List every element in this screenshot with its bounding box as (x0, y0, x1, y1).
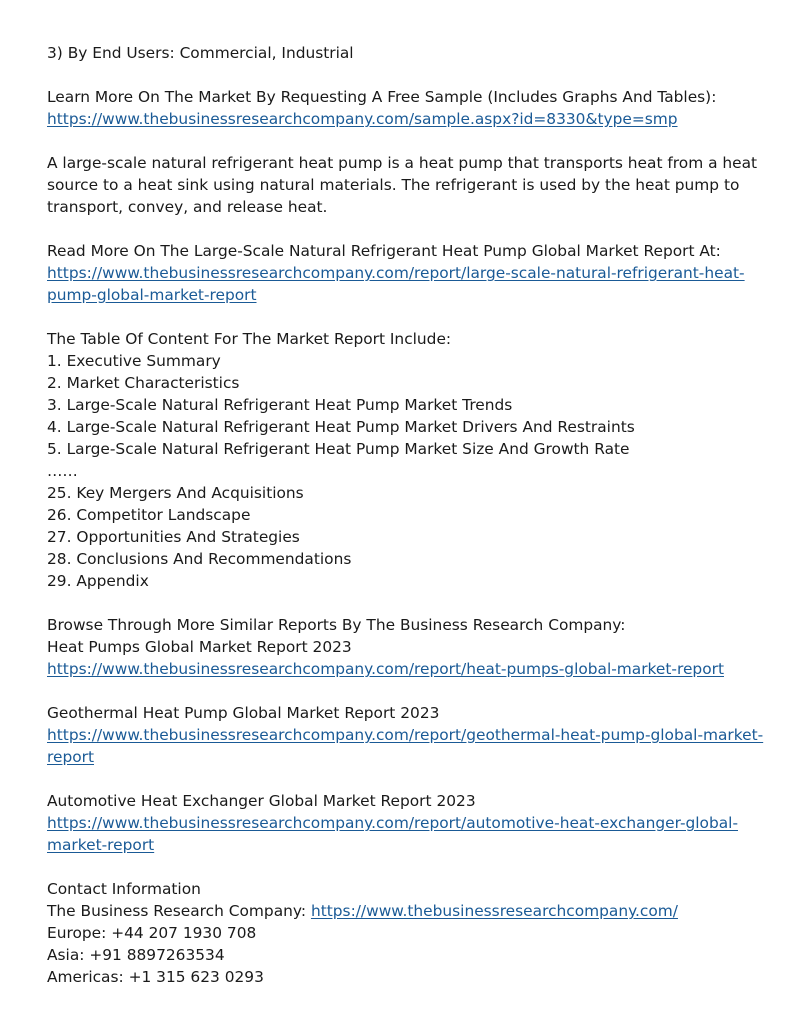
contact-heading: Contact Information (47, 880, 201, 898)
contact-asia-phone: Asia: +91 8897263534 (47, 946, 225, 964)
similar-report-link-line (47, 812, 747, 834)
document-page (47, 42, 764, 988)
toc-ellipsis: …… (47, 462, 78, 480)
similar-report-link-line (47, 658, 747, 680)
similar-report-title: Automotive Heat Exchanger Global Market Report 2023 (47, 792, 476, 810)
toc-item: 25. Key Mergers And Acquisitions (47, 484, 304, 502)
toc-item: 27. Opportunities And Strategies (47, 528, 300, 546)
similar-report-link[interactable]: https://www.thebusinessresearchcompany.com/report/automotive-heat-exchanger-global- (47, 814, 738, 832)
similar-report-link-line (47, 834, 747, 856)
similar-report-link[interactable]: https://www.thebusinessresearchcompany.com/report/geothermal-heat-pump-global-market- (47, 726, 764, 744)
definition-line-1: A large-scale natural refrigerant heat pump is a heat pump that transports heat from a heat (47, 154, 758, 172)
contact-europe-phone: Europe: +44 207 1930 708 (47, 924, 257, 942)
sample-link[interactable]: https://www.thebusinessresearchcompany.com/sample.aspx?id=8330&type=smp (47, 110, 678, 128)
company-website-link[interactable]: https://www.thebusinessresearchcompany.com/ (310, 902, 678, 920)
toc-item: 28. Conclusions And Recommendations (47, 550, 352, 568)
sample-link-line (47, 108, 747, 130)
similar-report-link-continued[interactable]: market-report (47, 836, 155, 854)
spacer (47, 218, 747, 240)
report-link[interactable]: https://www.thebusinessresearchcompany.com/report/large-scale-natural-refrigerant-heat- (47, 264, 745, 282)
read-more-prompt: Read More On The Large-Scale Natural Refrigerant Heat Pump Global Market Report At: (47, 242, 721, 260)
similar-report-link-continued[interactable]: report (47, 748, 95, 766)
spacer (47, 768, 747, 790)
report-link-line-2 (47, 284, 747, 306)
spacer (47, 592, 747, 614)
report-link-continued[interactable]: pump-global-market-report (47, 286, 257, 304)
similar-report-title: Heat Pumps Global Market Report 2023 (47, 638, 352, 656)
similar-report-link[interactable]: https://www.thebusinessresearchcompany.com/report/heat-pumps-global-market-report (47, 660, 724, 678)
toc-item: 26. Competitor Landscape (47, 506, 251, 524)
definition-line-3: transport, convey, and release heat. (47, 198, 328, 216)
spacer (47, 130, 747, 152)
sample-prompt: Learn More On The Market By Requesting A Free Sample (Includes Graphs And Tables): (47, 88, 717, 106)
end-users-segment: 3) By End Users: Commercial, Industrial (47, 44, 354, 62)
contact-americas-phone: Americas: +1 315 623 0293 (47, 968, 264, 986)
toc-item: 5. Large-Scale Natural Refrigerant Heat Pump Market Size And Growth Rate (47, 440, 630, 458)
toc-item: 1. Executive Summary (47, 352, 221, 370)
spacer (47, 306, 747, 328)
toc-heading: The Table Of Content For The Market Report Include: (47, 330, 452, 348)
similar-report-link-line (47, 724, 764, 746)
similar-reports-heading: Browse Through More Similar Reports By The Business Research Company: (47, 616, 626, 634)
contact-company-label: The Business Research Company: (47, 902, 311, 920)
toc-item: 4. Large-Scale Natural Refrigerant Heat Pump Market Drivers And Restraints (47, 418, 635, 436)
definition-line-2: source to a heat sink using natural materials. The refrigerant is used by the heat pump to (47, 176, 740, 194)
toc-item: 29. Appendix (47, 572, 149, 590)
toc-item: 2. Market Characteristics (47, 374, 240, 392)
spacer (47, 64, 747, 86)
spacer (47, 680, 747, 702)
spacer (47, 856, 747, 878)
report-link-line-1 (47, 262, 747, 284)
contact-company-line (47, 900, 747, 922)
similar-report-link-line (47, 746, 747, 768)
similar-report-title: Geothermal Heat Pump Global Market Report 2023 (47, 704, 440, 722)
toc-item: 3. Large-Scale Natural Refrigerant Heat Pump Market Trends (47, 396, 513, 414)
